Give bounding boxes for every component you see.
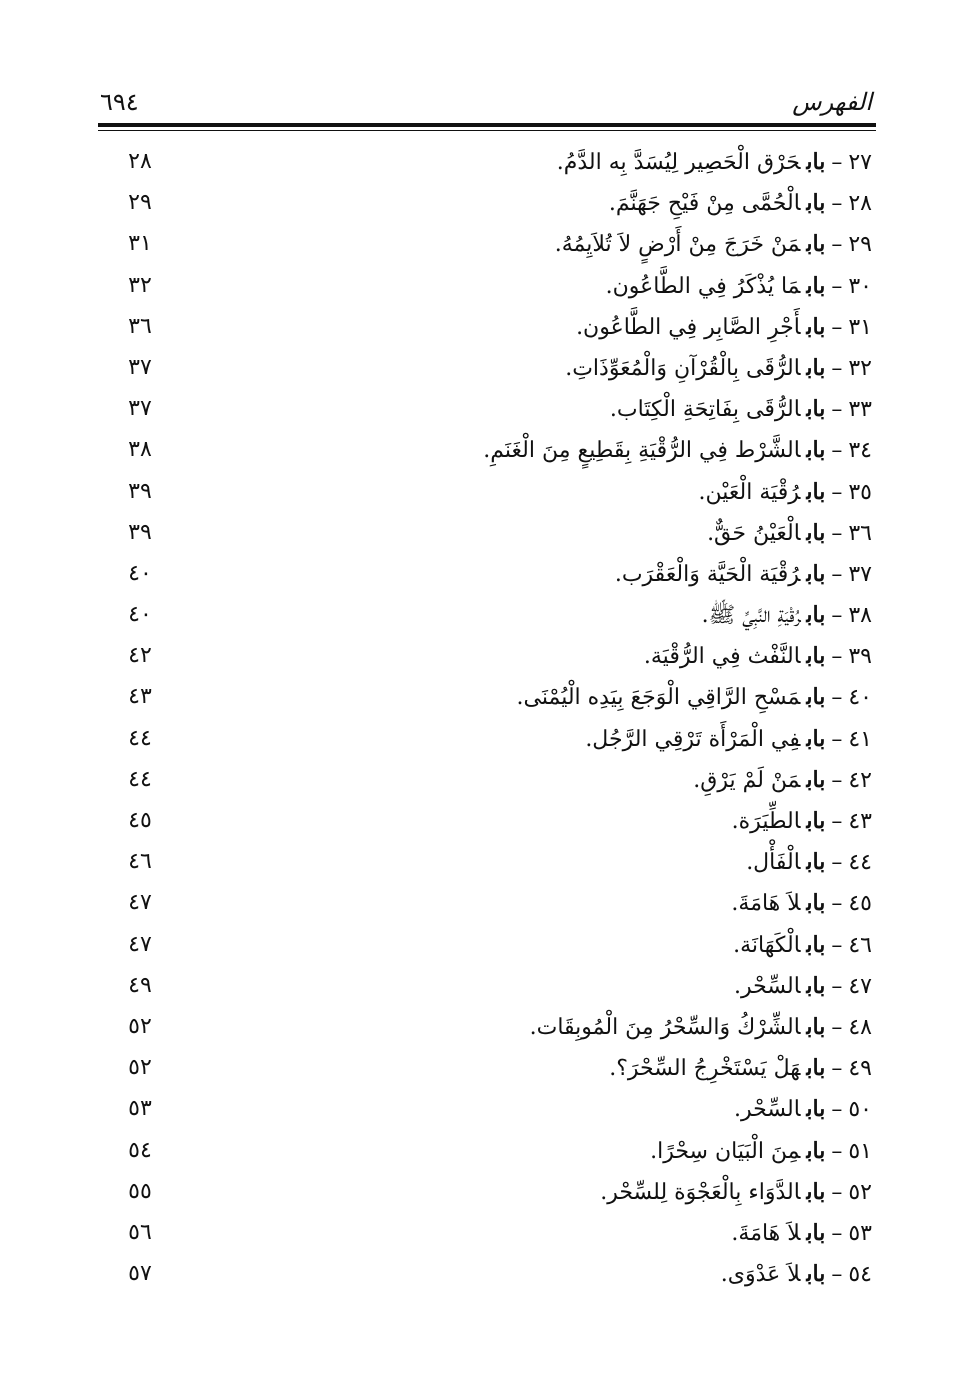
toc-entry-title	[609, 1053, 872, 1084]
entry-text: الرُّقَى بِفَاتِحَةِ الْكِتَاب.	[609, 397, 801, 423]
toc-entry	[98, 761, 876, 802]
entry-number: ٥٣	[848, 1220, 872, 1246]
entry-number: ٤٥	[848, 891, 872, 917]
entry-text: رُقْيَةِ النَّبِيِّ ﷺ.	[701, 603, 801, 629]
entry-keyword: باب	[806, 519, 826, 546]
entry-keyword: باب	[806, 1055, 826, 1082]
entry-dash: –	[831, 1056, 843, 1082]
entry-page-number: ٢٨	[128, 149, 152, 174]
entry-page-number: ٥٤	[128, 1137, 152, 1163]
entry-keyword: باب	[806, 643, 826, 670]
toc-entry	[98, 1173, 876, 1214]
entry-dash: –	[831, 397, 843, 423]
toc-entry-title	[557, 147, 872, 178]
toc-entry-title	[585, 724, 872, 755]
toc-entry-title	[746, 847, 872, 878]
entry-dash: –	[831, 232, 843, 258]
entry-page-number: ٣٧	[128, 396, 152, 422]
entry-text: مِنَ الْبَيَان سِحْرًا.	[650, 1138, 801, 1164]
entry-page-number: ٤٥	[128, 808, 152, 833]
toc-entry	[98, 1090, 876, 1131]
toc-entry-title	[733, 930, 872, 961]
entry-dash: –	[831, 726, 843, 752]
entry-number: ٣٣	[848, 397, 872, 423]
toc-entry	[98, 637, 876, 678]
entry-dash: –	[831, 809, 843, 834]
entry-keyword: باب	[806, 1261, 826, 1288]
entry-keyword: باب	[806, 766, 826, 793]
entry-page-number: ٤٩	[128, 972, 152, 998]
entry-text: النَّفْث فِي الرُّقْيَة.	[643, 644, 801, 670]
entry-dash: –	[831, 1097, 843, 1123]
entry-keyword: باب	[806, 190, 826, 217]
header-title: الفهرس	[792, 88, 872, 116]
entry-dash: –	[831, 1014, 843, 1040]
entry-keyword: باب	[806, 1137, 826, 1164]
entry-number: ٣٩	[848, 644, 872, 670]
entry-text: مَا يُذْكَرُ فِي الطَّاعُون.	[605, 273, 801, 299]
entry-page-number: ٢٩	[128, 190, 152, 216]
entry-page-number: ٥٥	[128, 1178, 152, 1204]
toc-entry	[98, 308, 876, 349]
toc-entry-title	[576, 312, 872, 343]
entry-dash: –	[831, 314, 843, 340]
entry-number: ٤٢	[848, 767, 872, 793]
entry-number: ٣٨	[848, 603, 872, 629]
entry-text: لاَ هَامَةَ.	[731, 891, 801, 917]
toc-entry-title	[693, 765, 872, 796]
entry-number: ٥٠	[848, 1097, 872, 1123]
entry-text: الرُّقَى بِالْقُرْآنِ وَالْمُعَوِّذَاتِ.	[565, 355, 801, 381]
entry-keyword: باب	[806, 725, 826, 752]
entry-keyword: باب	[806, 1178, 826, 1205]
entry-text: السِّحْر.	[734, 1097, 801, 1123]
toc-entry-title	[721, 1259, 872, 1290]
entry-dash: –	[831, 891, 843, 917]
toc-entry-title	[530, 1012, 872, 1043]
entry-page-number: ٥٦	[128, 1219, 152, 1245]
toc-entry	[98, 1255, 876, 1296]
toc-entry-title	[555, 229, 872, 260]
toc-entry-title	[565, 353, 872, 384]
entry-number: ٣٧	[848, 561, 872, 587]
toc-entry	[98, 720, 876, 761]
header-rule-thin	[98, 130, 876, 131]
toc-entry-title	[734, 971, 872, 1002]
entry-page-number: ٣٨	[128, 437, 152, 463]
entry-keyword: باب	[806, 478, 826, 505]
toc-entry-title	[517, 682, 873, 713]
entry-keyword: باب	[806, 437, 826, 464]
entry-number: ٤٨	[848, 1014, 872, 1040]
entry-page-number: ٤٤	[128, 766, 152, 792]
entry-text: الْكَهَانَة.	[733, 932, 801, 958]
entry-page-number: ٤٧	[128, 890, 152, 916]
entry-text: رُقْيَة الْحَيَّة وَالْعَقْرَب.	[614, 561, 801, 587]
entry-text: لاَ عَدْوَى.	[720, 1262, 801, 1288]
entry-dash: –	[831, 561, 843, 587]
entry-text: مَنْ خَرَجَ مِنْ أَرْضٍ لاَ تُلاَيِمُهُ.	[554, 232, 801, 258]
toc-entry-title	[731, 1218, 872, 1249]
entry-page-number: ٤٠	[128, 602, 152, 628]
entry-number: ٣٠	[848, 273, 872, 299]
entry-keyword: باب	[806, 560, 826, 587]
entry-dash: –	[831, 479, 843, 505]
entry-page-number: ٤٠	[128, 560, 152, 586]
entry-number: ٢٧	[848, 150, 872, 175]
entry-keyword: باب	[806, 808, 826, 834]
entry-dash: –	[831, 191, 843, 217]
entry-number: ٤٦	[848, 932, 872, 958]
entry-page-number: ٤٤	[128, 725, 152, 751]
toc-entry	[98, 1214, 876, 1255]
toc-entry	[98, 678, 876, 719]
entry-text: الشِّرْكُ وَالسِّحْرُ مِنَ الْمُوبِقَات.	[529, 1014, 801, 1040]
entry-page-number: ٥٣	[128, 1096, 152, 1122]
entry-page-number: ٣٧	[128, 354, 152, 380]
entry-dash: –	[831, 603, 843, 629]
entry-text: الْفَأْل.	[746, 850, 801, 876]
entry-dash: –	[831, 1262, 843, 1288]
entry-text: هَلْ يَسْتَخْرِجُ السِّحْرَ؟.	[609, 1056, 801, 1082]
header-page-number: ٦٩٤	[100, 88, 139, 116]
toc-entry	[98, 473, 876, 514]
toc-entry-title	[609, 188, 872, 219]
entry-text: الْعَيْنُ حَقٌّ.	[707, 520, 801, 546]
entry-dash: –	[831, 973, 843, 999]
toc-entry-title	[606, 271, 872, 302]
entry-page-number: ٥٧	[128, 1261, 152, 1287]
entry-number: ٣١	[848, 314, 872, 340]
toc-entry	[98, 1008, 876, 1049]
entry-keyword: باب	[806, 396, 826, 423]
entry-text: فِي الْمَرْأَة تَرْقِي الرَّجُل.	[585, 726, 801, 752]
entry-page-number: ٣١	[128, 231, 152, 257]
entry-page-number: ٣٢	[128, 272, 152, 298]
entry-dash: –	[831, 644, 843, 670]
header-rule-thick	[98, 123, 876, 127]
entry-keyword: باب	[806, 354, 826, 381]
entry-number: ٥٤	[848, 1262, 872, 1288]
toc-entry-title	[702, 600, 872, 631]
toc-entry	[98, 143, 876, 184]
entry-text: لاَ هَامَةَ.	[731, 1220, 801, 1246]
entry-text: أَجْرِ الصَّابِر فِي الطَّاعُون.	[576, 314, 801, 340]
toc-entry-title	[732, 806, 872, 837]
entry-page-number: ٤٦	[128, 849, 152, 875]
entry-number: ٤٠	[848, 685, 872, 711]
entry-dash: –	[831, 520, 843, 546]
entry-page-number: ٣٩	[128, 519, 152, 545]
toc-entry-title	[734, 1094, 872, 1125]
toc-entry	[98, 349, 876, 390]
entry-keyword: باب	[806, 602, 826, 629]
toc-entry	[98, 555, 876, 596]
entry-page-number: ٣٩	[128, 478, 152, 504]
toc-entry-title	[615, 559, 872, 590]
toc-entry	[98, 431, 876, 472]
entry-dash: –	[831, 767, 843, 793]
toc-entry-title	[644, 641, 872, 672]
entry-text: حَرْق الْحَصِير لِيُسَدَّ بِه الدَّمُ.	[556, 150, 801, 175]
toc-entry-title	[610, 394, 872, 425]
entry-number: ٣٢	[848, 355, 872, 381]
entry-keyword: باب	[806, 1219, 826, 1246]
entry-keyword: باب	[806, 1096, 826, 1123]
entry-number: ٣٤	[848, 438, 872, 464]
entry-dash: –	[831, 1138, 843, 1164]
toc-entry-title	[731, 888, 872, 919]
entry-number: ٥٢	[848, 1179, 872, 1205]
entry-number: ٤٤	[848, 850, 872, 876]
toc-entry-title	[600, 1177, 872, 1208]
entry-keyword: باب	[806, 313, 826, 340]
entry-number: ٤٩	[848, 1056, 872, 1082]
entry-text: الشَّرْط فِي الرُّقْيَةِ بِقَطِيعٍ مِنَ الْغَنَمِ.	[483, 438, 801, 464]
toc-entry	[98, 1049, 876, 1090]
entry-text: السِّحْر.	[734, 973, 801, 999]
entry-keyword: باب	[806, 1013, 826, 1040]
entry-keyword: باب	[806, 272, 826, 299]
toc-entry	[98, 884, 876, 925]
entry-dash: –	[831, 1220, 843, 1246]
entry-dash: –	[831, 355, 843, 381]
entry-number: ٢٨	[848, 191, 872, 217]
toc-entry	[98, 184, 876, 225]
entry-page-number: ٤٣	[128, 684, 152, 710]
entry-dash: –	[831, 1179, 843, 1205]
toc-entry	[98, 514, 876, 555]
toc-entry	[98, 802, 876, 843]
entry-number: ٣٦	[848, 520, 872, 546]
entry-number: ٥١	[848, 1138, 872, 1164]
toc-entry-title	[483, 435, 872, 466]
toc-entry	[98, 1132, 876, 1173]
entry-dash: –	[831, 850, 843, 876]
toc-entry-title	[707, 518, 872, 549]
entry-number: ٢٩	[848, 232, 872, 258]
entry-page-number: ٥٢	[128, 1055, 152, 1081]
toc-entry	[98, 596, 876, 637]
entry-text: رُقْيَة الْعَيْن.	[698, 479, 801, 505]
page-header	[98, 86, 876, 122]
entry-text: مَسْحِ الرَّاقِي الْوَجَعَ بِيَدِه الْيُمْنَى.	[516, 685, 801, 711]
entry-text: مَنْ لَمْ يَرْقِ.	[693, 767, 801, 793]
entry-dash: –	[831, 150, 843, 175]
entry-keyword: باب	[806, 931, 826, 958]
entry-dash: –	[831, 932, 843, 958]
entry-text: الطِّيَرَة.	[731, 809, 801, 834]
toc-entry	[98, 267, 876, 308]
entry-dash: –	[831, 438, 843, 464]
entry-number: ٤١	[848, 726, 872, 752]
toc-entry-title	[699, 477, 872, 508]
table-of-contents	[98, 143, 876, 1296]
entry-dash: –	[831, 273, 843, 299]
entry-number: ٤٣	[848, 809, 872, 834]
entry-keyword: باب	[806, 972, 826, 999]
entry-keyword: باب	[806, 149, 826, 175]
toc-entry-title	[650, 1136, 872, 1167]
entry-keyword: باب	[806, 684, 826, 711]
entry-page-number: ٥٢	[128, 1013, 152, 1039]
entry-page-number: ٤٢	[128, 643, 152, 669]
entry-number: ٣٥	[848, 479, 872, 505]
entry-text: الدَّوَاء بِالْعَجْوَة لِلسِّحْر.	[600, 1179, 801, 1205]
entry-keyword: باب	[806, 890, 826, 917]
entry-keyword: باب	[806, 849, 826, 876]
toc-entry	[98, 926, 876, 967]
entry-keyword: باب	[806, 231, 826, 258]
toc-entry	[98, 225, 876, 266]
entry-page-number: ٤٧	[128, 931, 152, 957]
toc-entry	[98, 967, 876, 1008]
entry-number: ٤٧	[848, 973, 872, 999]
entry-dash: –	[831, 685, 843, 711]
entry-text: الْحُمَّى مِنْ فَيْحِ جَهَنَّمَ.	[608, 191, 801, 217]
toc-entry	[98, 843, 876, 884]
entry-page-number: ٣٦	[128, 313, 152, 339]
toc-entry	[98, 390, 876, 431]
